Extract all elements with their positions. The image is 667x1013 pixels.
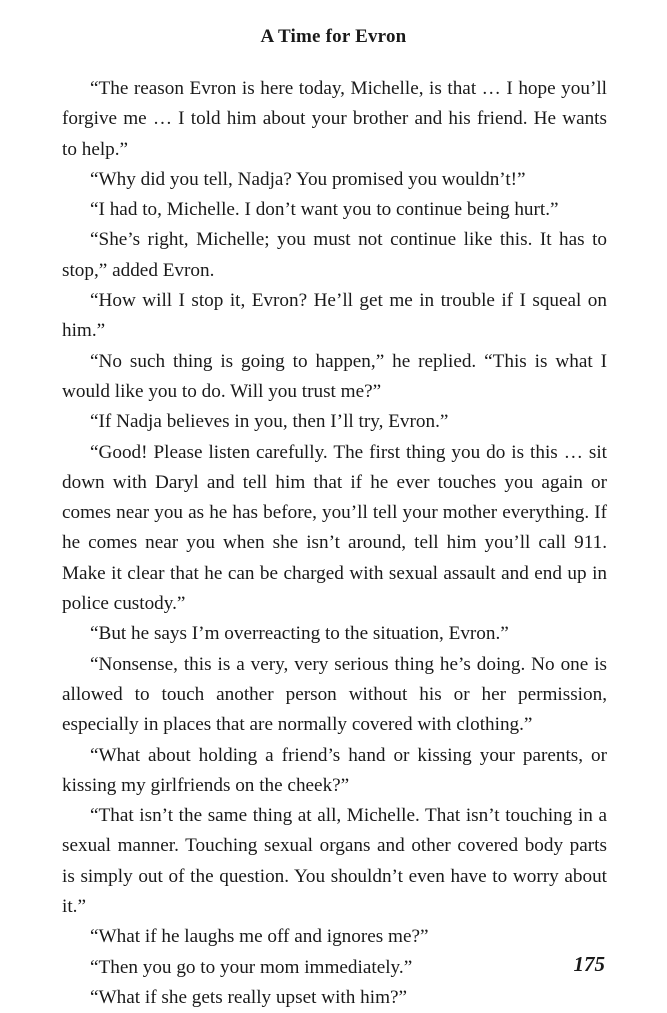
paragraph: “Then you go to your mom immediately.” <box>90 956 413 978</box>
paragraph: “She’s right, Michelle; you must not continue like this. It has to stop,” added Evron. <box>62 229 607 281</box>
paragraph: “But he says I’m overreacting to the situation, Evron.” <box>90 623 509 645</box>
paragraph: “If Nadja believes in you, then I’ll try, Evron.” <box>90 411 449 433</box>
running-head-title: A Time for Evron <box>260 26 407 47</box>
paragraph: “Good! Please listen carefully. The first thing you do is this … sit down with Daryl and tell him that if he ever touches you again or comes near you as he has before, you’ll tell your mother everything. If he comes near you when she isn’t around, tell him you’ll call 911. Make it clear that he can be charged with sexual assault and end up in police custody.” <box>62 441 607 615</box>
paragraph: “How will I stop it, Evron? He’ll get me in trouble if I squeal on him.” <box>62 290 607 342</box>
paragraph: “What if he laughs me off and ignores me?” <box>90 926 429 948</box>
paragraph: “Why did you tell, Nadja? You promised you wouldn’t!” <box>90 168 526 190</box>
paragraph: “I had to, Michelle. I don’t want you to continue being hurt.” <box>90 199 559 221</box>
paragraph: “The reason Evron is here today, Michelle, is that … I hope you’ll forgive me … I told him about your brother and his friend. He wants to help.” <box>62 78 607 160</box>
paragraph: “What if she gets really upset with him?” <box>90 986 408 1008</box>
body-text <box>62 74 607 1013</box>
paragraph: “That isn’t the same thing at all, Michelle. That isn’t touching in a sexual manner. Touching sexual organs and other covered body parts is simply out of the question. You shouldn’t even have to worry about it.” <box>62 805 607 918</box>
page-number: 175 <box>573 952 605 976</box>
paragraph: “What about holding a friend’s hand or kissing your parents, or kissing my girlfriends on the cheek?” <box>62 744 607 796</box>
paragraph: “No such thing is going to happen,” he replied. “This is what I would like you to do. Will you trust me?” <box>62 350 607 402</box>
paragraph: “Nonsense, this is a very, very serious thing he’s doing. No one is allowed to touch another person without his or her permission, especially in places that are normally covered with clothing.” <box>62 653 607 736</box>
